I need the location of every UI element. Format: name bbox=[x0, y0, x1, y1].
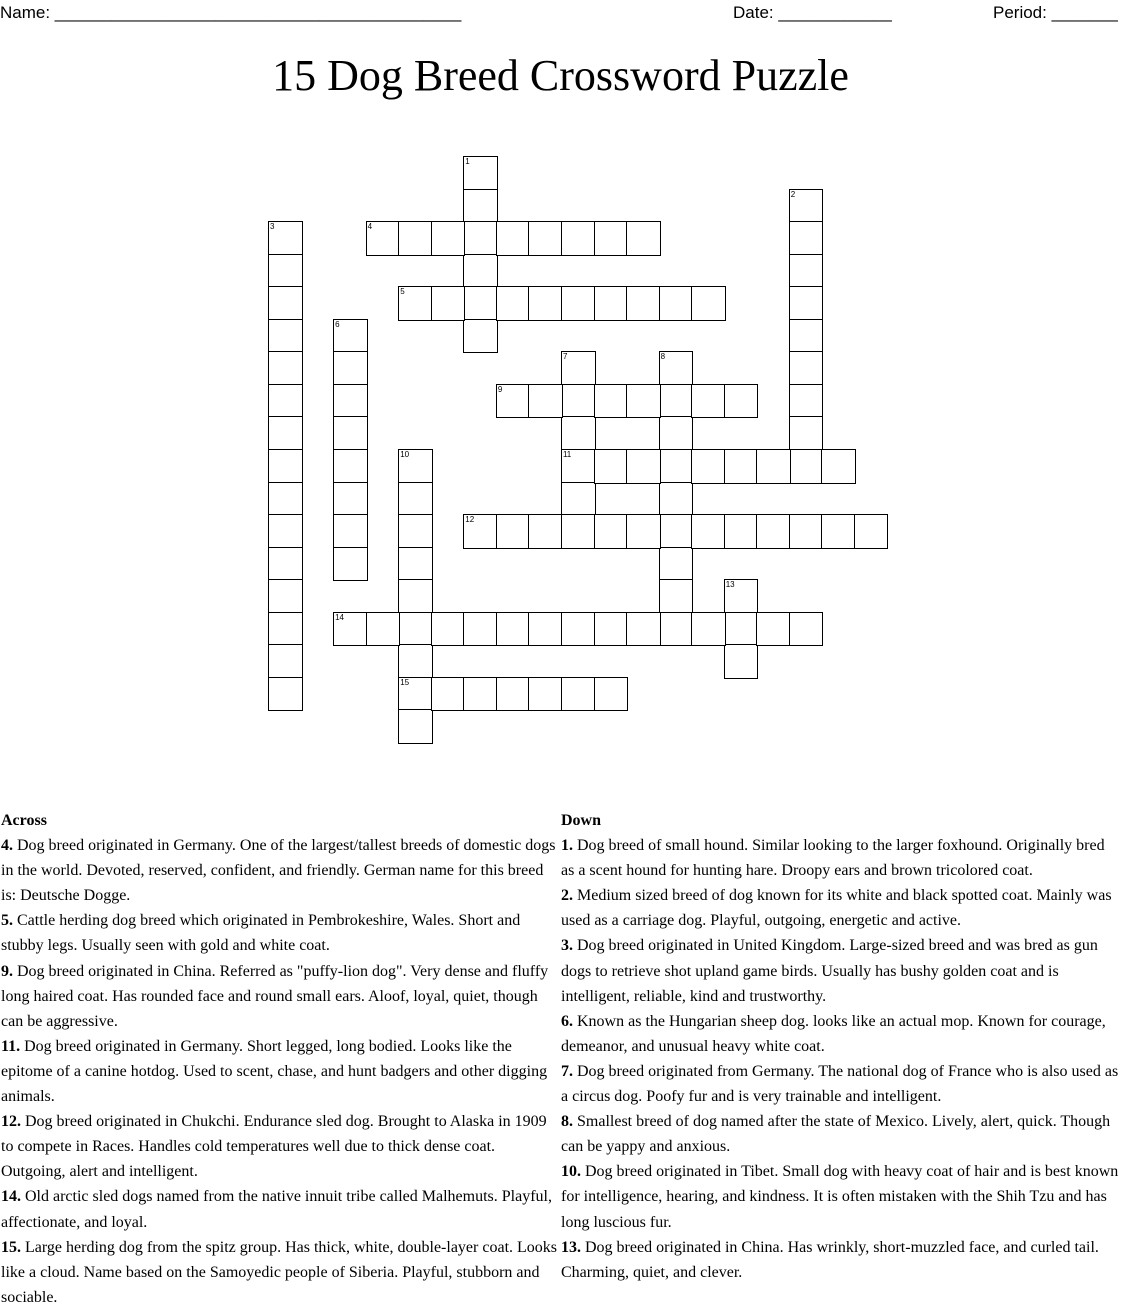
down-clue bbox=[561, 1059, 1121, 1109]
grid-cell[interactable] bbox=[431, 677, 466, 712]
grid-cell[interactable] bbox=[561, 384, 596, 419]
clue-text: Dog breed originated in Germany. One of the largest/tallest breeds of domestic dogs in the world. Devoted, reserved, confident, and friendly. German name for this breed is: Deutsche Dogge. bbox=[1, 837, 556, 905]
clue-number: 10. bbox=[561, 1163, 581, 1181]
grid-cell[interactable] bbox=[398, 482, 433, 517]
grid-cell[interactable] bbox=[366, 612, 401, 647]
grid-cell[interactable] bbox=[594, 677, 629, 712]
grid-cell[interactable] bbox=[691, 286, 726, 321]
grid-cell[interactable] bbox=[659, 384, 694, 419]
grid-cell[interactable] bbox=[398, 644, 433, 679]
grid-cell[interactable] bbox=[268, 612, 303, 647]
grid-cell[interactable] bbox=[561, 221, 596, 256]
grid-cell[interactable] bbox=[528, 677, 563, 712]
grid-cell[interactable] bbox=[561, 612, 596, 647]
grid-cell[interactable] bbox=[463, 612, 498, 647]
grid-cell[interactable] bbox=[561, 482, 596, 517]
grid-cell[interactable] bbox=[789, 416, 824, 451]
grid-cell[interactable] bbox=[268, 644, 303, 679]
clue-number: 8. bbox=[561, 1113, 573, 1131]
grid-cell[interactable] bbox=[268, 579, 303, 614]
down-clue bbox=[561, 833, 1121, 883]
grid-cell[interactable] bbox=[268, 482, 303, 517]
grid-clue-number: 13 bbox=[725, 580, 735, 590]
grid-cell[interactable] bbox=[463, 677, 498, 712]
grid-cell[interactable] bbox=[463, 254, 498, 289]
grid-cell[interactable] bbox=[626, 286, 661, 321]
grid-cell[interactable] bbox=[333, 449, 368, 484]
grid-cell[interactable] bbox=[789, 514, 824, 549]
grid-cell[interactable] bbox=[724, 612, 759, 647]
grid-cell[interactable] bbox=[398, 579, 433, 614]
grid-cell[interactable] bbox=[333, 384, 368, 419]
clue-text: Dog breed of small hound. Similar looking to the larger foxhound. Originally bred as a scent hound for hunting hare. Droopy ears and brown tricolored coat. bbox=[561, 837, 1105, 880]
down-clues bbox=[561, 808, 1121, 1285]
grid-cell[interactable] bbox=[398, 709, 433, 744]
grid-cell[interactable] bbox=[496, 677, 531, 712]
date-field[interactable]: Date: ____________ bbox=[733, 3, 892, 22]
grid-cell[interactable] bbox=[594, 384, 629, 419]
grid-cell[interactable] bbox=[594, 286, 629, 321]
grid-cell[interactable] bbox=[789, 319, 824, 354]
grid-clue-number: 1 bbox=[465, 157, 470, 166]
grid-cell[interactable] bbox=[659, 547, 694, 582]
across-clue bbox=[1, 1034, 561, 1109]
clue-number: 11. bbox=[1, 1037, 21, 1055]
grid-clue-number: 5 bbox=[400, 287, 405, 297]
grid-cell[interactable] bbox=[431, 612, 466, 647]
grid-cell[interactable] bbox=[659, 286, 694, 321]
grid-clue-number: 12 bbox=[465, 515, 475, 525]
clue-text: Old arctic sled dogs named from the native innuit tribe called Malhemuts. Playful, affectionate, and loyal. bbox=[1, 1188, 552, 1231]
clue-number: 3. bbox=[561, 937, 573, 955]
across-clue bbox=[1, 1184, 561, 1234]
clue-number: 14. bbox=[1, 1188, 21, 1206]
grid-cell[interactable] bbox=[594, 221, 629, 256]
grid-cell[interactable] bbox=[691, 449, 726, 484]
grid-cell[interactable] bbox=[594, 612, 629, 647]
grid-cell[interactable] bbox=[659, 612, 694, 647]
grid-cell[interactable] bbox=[528, 514, 563, 549]
clue-number: 9. bbox=[1, 962, 13, 980]
down-clue bbox=[561, 933, 1121, 1008]
grid-cell[interactable] bbox=[789, 254, 824, 289]
grid-clue-number: 4 bbox=[367, 222, 373, 232]
clue-text: Smallest breed of dog named after the state of Mexico. Lively, alert, quick. Though can be yappy and anxious. bbox=[561, 1113, 1111, 1156]
grid-cell[interactable] bbox=[626, 514, 661, 549]
clue-text: Dog breed originated in China. Has wrinkly, short-muzzled face, and curled tail. Charming, quiet, and clever. bbox=[561, 1238, 1099, 1281]
grid-cell[interactable] bbox=[528, 612, 563, 647]
clue-number: 2. bbox=[561, 887, 573, 905]
across-clues bbox=[1, 808, 561, 1310]
grid-cell[interactable] bbox=[561, 286, 596, 321]
grid-cell[interactable] bbox=[268, 254, 303, 289]
across-heading: Across bbox=[1, 812, 47, 829]
grid-cell[interactable] bbox=[659, 579, 694, 614]
grid-cell[interactable] bbox=[626, 449, 661, 484]
grid-cell[interactable] bbox=[561, 677, 596, 712]
across-clue bbox=[1, 908, 561, 958]
grid-cell[interactable] bbox=[594, 514, 629, 549]
grid-cell[interactable] bbox=[691, 514, 726, 549]
grid-clue-number: 3 bbox=[270, 222, 275, 232]
down-clue bbox=[561, 1009, 1121, 1059]
down-clue bbox=[561, 1235, 1121, 1285]
clue-number: 15. bbox=[1, 1238, 21, 1256]
grid-cell[interactable] bbox=[431, 221, 466, 256]
grid-clue-number: 10 bbox=[400, 449, 410, 459]
grid-cell[interactable] bbox=[789, 384, 824, 419]
grid-cell[interactable] bbox=[821, 449, 856, 484]
grid-cell[interactable] bbox=[724, 644, 759, 679]
grid-cell[interactable] bbox=[691, 612, 726, 647]
page-title: 15 Dog Breed Crossword Puzzle bbox=[272, 51, 849, 100]
grid-cell[interactable] bbox=[268, 514, 303, 549]
down-clue bbox=[561, 1109, 1121, 1159]
down-clue bbox=[561, 1159, 1121, 1234]
grid-cell[interactable] bbox=[724, 514, 759, 549]
grid-cell[interactable] bbox=[789, 612, 824, 647]
grid-cell[interactable] bbox=[528, 384, 563, 419]
grid-cell[interactable] bbox=[659, 449, 694, 484]
grid-cell[interactable] bbox=[268, 286, 303, 321]
grid-cell[interactable] bbox=[496, 286, 531, 321]
grid-cell[interactable] bbox=[268, 351, 303, 386]
grid-cell[interactable] bbox=[789, 449, 824, 484]
grid-cell[interactable] bbox=[659, 416, 694, 451]
clue-number: 12. bbox=[1, 1113, 21, 1131]
clue-text: Dog breed originated in Tibet. Small dog with heavy coat of hair and is best known for intelligence, hearing, and kindness. It is often mistaken with the Shih Tzu and has long luscious fur. bbox=[561, 1163, 1119, 1231]
grid-clue-number: 7 bbox=[562, 352, 568, 362]
period-field[interactable]: Period: _______ bbox=[993, 3, 1118, 22]
grid-clue-number: 6 bbox=[335, 319, 340, 329]
grid-cell[interactable] bbox=[333, 482, 368, 517]
grid-cell[interactable] bbox=[496, 514, 531, 549]
grid-cell[interactable] bbox=[431, 286, 466, 321]
clue-text: Dog breed originated from Germany. The national dog of France who is also used as a circus dog. Poofy fur and is very trainable and intelligent. bbox=[561, 1062, 1119, 1106]
clue-number: 6. bbox=[561, 1012, 573, 1030]
grid-cell[interactable] bbox=[756, 612, 791, 647]
grid-cell[interactable] bbox=[333, 416, 368, 451]
grid-cell[interactable] bbox=[333, 547, 368, 582]
grid-cell[interactable] bbox=[268, 677, 303, 712]
grid-cell[interactable] bbox=[268, 384, 303, 419]
down-clue bbox=[561, 883, 1121, 933]
grid-cell[interactable] bbox=[463, 286, 498, 321]
grid-cell[interactable] bbox=[594, 449, 629, 484]
grid-cell[interactable] bbox=[789, 221, 824, 256]
grid-cell[interactable] bbox=[528, 221, 563, 256]
grid-cell[interactable] bbox=[463, 319, 498, 354]
grid-cell[interactable] bbox=[333, 351, 368, 386]
clue-text: Medium sized breed of dog known for its white and black spotted coat. Mainly was used as a carriage dog. Playful, outgoing, energetic and active. bbox=[561, 887, 1112, 930]
grid-clue-number: 2 bbox=[790, 189, 796, 199]
clue-text: Dog breed originated in United Kingdom. Large-sized breed and was bred as gun dogs to retrieve shot upland game birds. Usually has bushy golden coat and is intelligent, reliable, kind and trustworthy. bbox=[561, 937, 1098, 1005]
grid-clue-number: 11 bbox=[562, 449, 572, 459]
grid-cell[interactable] bbox=[854, 514, 889, 549]
grid-clue-number: 8 bbox=[660, 352, 666, 362]
clue-text: Known as the Hungarian sheep dog. looks like an actual mop. Known for courage, demeanor, and unusual heavy white coat. bbox=[561, 1012, 1106, 1055]
grid-cell[interactable] bbox=[626, 384, 661, 419]
grid-cell[interactable] bbox=[724, 449, 759, 484]
grid-cell[interactable] bbox=[463, 221, 498, 256]
grid-clue-number: 15 bbox=[400, 677, 410, 687]
grid-cell[interactable] bbox=[398, 547, 433, 582]
clue-number: 7. bbox=[561, 1062, 573, 1080]
grid-cell[interactable] bbox=[659, 514, 694, 549]
grid-cell[interactable] bbox=[398, 221, 433, 256]
grid-cell[interactable] bbox=[268, 416, 303, 451]
down-heading: Down bbox=[561, 812, 602, 829]
clue-text: Dog breed originated in Germany. Short legged, long bodied. Looks like the epitome of a canine hotdog. Used to scent, chase, and hunt badgers and other digging animals. bbox=[1, 1037, 548, 1106]
grid-cell[interactable] bbox=[561, 416, 596, 451]
across-clue bbox=[1, 1109, 561, 1184]
across-clue-list bbox=[1, 833, 561, 1310]
grid-cell[interactable] bbox=[496, 612, 531, 647]
grid-cell[interactable] bbox=[756, 514, 791, 549]
grid-cell[interactable] bbox=[821, 514, 856, 549]
grid-cell[interactable] bbox=[724, 384, 759, 419]
grid-cell[interactable] bbox=[626, 221, 661, 256]
clue-number: 1. bbox=[561, 837, 573, 855]
grid-cell[interactable] bbox=[756, 449, 791, 484]
grid-cell[interactable] bbox=[626, 612, 661, 647]
grid-cell[interactable] bbox=[268, 547, 303, 582]
grid-cell[interactable] bbox=[789, 351, 824, 386]
down-clue-list bbox=[561, 833, 1121, 1285]
clue-number: 4. bbox=[1, 837, 13, 855]
grid-cell[interactable] bbox=[528, 286, 563, 321]
across-clue bbox=[1, 959, 561, 1034]
grid-clue-number: 14 bbox=[335, 612, 344, 622]
grid-cell[interactable] bbox=[561, 514, 596, 549]
across-clue bbox=[1, 833, 561, 908]
grid-cell[interactable] bbox=[691, 384, 726, 419]
grid-cell[interactable] bbox=[463, 189, 498, 224]
grid-cell[interactable] bbox=[268, 449, 303, 484]
grid-cell[interactable] bbox=[659, 482, 694, 517]
clue-text: Cattle herding dog breed which originated in Pembrokeshire, Wales. Short and stubby legs. Usually seen with gold and white coat. bbox=[1, 912, 521, 955]
clue-number: 13. bbox=[561, 1238, 581, 1256]
clue-number: 5. bbox=[1, 912, 13, 930]
grid-cell[interactable] bbox=[789, 286, 824, 321]
grid-cell[interactable] bbox=[398, 514, 433, 549]
grid-clue-number: 9 bbox=[497, 384, 503, 394]
grid-cell[interactable] bbox=[398, 612, 433, 647]
name-field[interactable]: Name: ___________________________________________ bbox=[0, 3, 462, 22]
clue-text: Large herding dog from the spitz group. Has thick, white, double-layer coat. Looks like a cloud. Name based on the Samoyedic people of Siberia. Playful, stubborn and sociable. bbox=[1, 1238, 558, 1306]
clue-text: Dog breed originated in China. Referred as "puffy-lion dog". Very dense and fluffy long haired coat. Has rounded face and round small ears. Aloof, loyal, quiet, though can be aggressive. bbox=[1, 962, 549, 1030]
grid-cell[interactable] bbox=[496, 221, 531, 256]
clue-text: Dog breed originated in Chukchi. Endurance sled dog. Brought to Alaska in 1909 to compete in Races. Handles cold temperatures well due to thick dense coat. Outgoing, alert and intelligent. bbox=[1, 1113, 547, 1181]
grid-cell[interactable] bbox=[268, 319, 303, 354]
across-clue bbox=[1, 1235, 561, 1310]
grid-cell[interactable] bbox=[333, 514, 368, 549]
